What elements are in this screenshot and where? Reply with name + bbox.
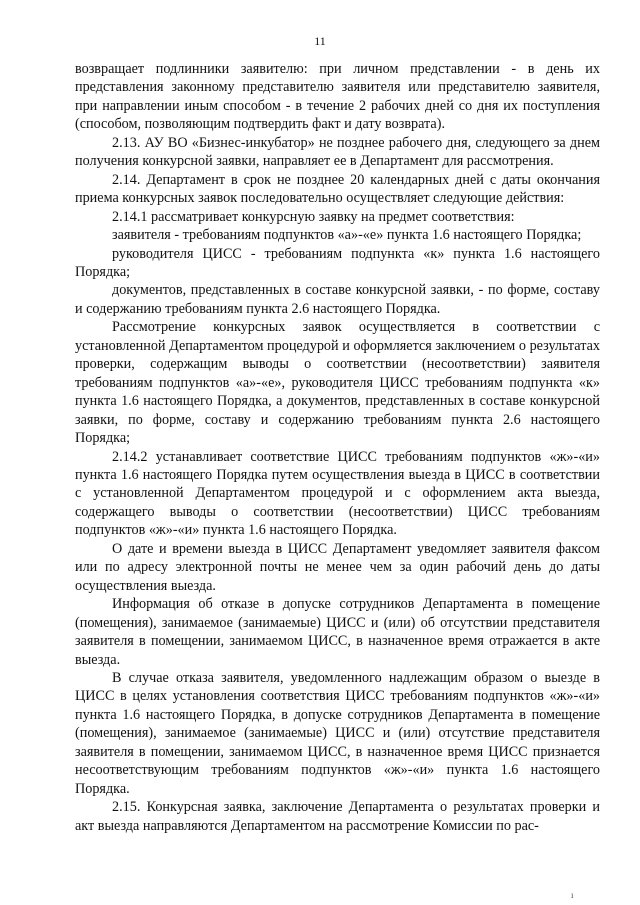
paragraph-visit-notice: О дате и времени выезда в ЦИСС Департамент уведомляет заявителя факсом или по адресу электронной почты не менее чем за один рабочий день до даты осуществления выезда.: [75, 540, 600, 594]
paragraph-refusal-info: Информация об отказе в допуске сотрудников Департамента в помещение (помещения), занимаемое (занимаемые) ЦИСС и (или) об отсутствии представителя заявителя в помещении, занимаемом ЦИСС, в назначенное время отражается в акте выезда.: [75, 596, 600, 668]
paragraph-2-13: 2.13. АУ ВО «Бизнес-инкубатор» не позднее рабочего дня, следующего за днем получения конкурсной заявки, направляет ее в Департамент для рассмотрения.: [75, 134, 600, 170]
paragraph-continuation: возвращает подлинники заявителю: при личном представлении - в день их представления законному представителю заявителя или представителю заявителя, при направлении иным способом - в течение 2 рабочих дней со дня их поступления (способом, позволяющим подтвердить факт и дату возврата).: [75, 61, 600, 133]
paragraph-2-14-2: 2.14.2 устанавливает соответствие ЦИСС требованиям подпунктов «ж»-«и» пункта 1.6 настоящего Порядка путем осуществления выезда в ЦИСС в соответствии с установленной Департаментом процедурой и с оформлением акта выезда, содержащего выводы о соответствии (несоответствии) ЦИСС требованиям подпунктов «ж»-«и» пункта 1.6 настоящего Порядка.: [75, 448, 600, 539]
paragraph-manager-requirements: руководителя ЦИСС - требованиям подпункта «к» пункта 1.6 настоящего Порядка;: [75, 245, 600, 280]
paragraph-2-14-1: 2.14.1 рассматривает конкурсную заявку на предмет соответствия:: [112, 208, 515, 225]
document-body: [75, 60, 600, 835]
scan-edge-mark: ı: [571, 890, 574, 900]
paragraph-documents-requirements: документов, представленных в составе конкурсной заявки, - по форме, составу и содержанию требованиям пункта 2.6 настоящего Порядка.: [75, 282, 600, 317]
paragraph-2-15: 2.15. Конкурсная заявка, заключение Департамента о результатах проверки и акт выезда направляются Департаментом на рассмотрение Комиссии по рас-: [75, 799, 600, 834]
paragraph-2-14: 2.14. Департамент в срок не позднее 20 календарных дней с даты окончания приема конкурсных заявок последовательно осуществляет следующие действия:: [75, 171, 600, 207]
paragraph-review-procedure: Рассмотрение конкурсных заявок осуществляется в соответствии с установленной Департаментом процедурой и оформляется заключением о результатах проверки, содержащим выводы о соответствии (несоответствии) заявителя требованиям подпунктов «а»-«е», руководителя ЦИСС требованиям подпункта «к» пункта 1.6 настоящего Порядка, а документов, представленных в составе конкурсной заявки, по форме, составу и содержанию требованиям пункта 2.6 настоящего Порядка;: [75, 319, 600, 447]
paragraph-applicant-requirements: заявителя - требованиям подпунктов «а»-«е» пункта 1.6 настоящего Порядка;: [112, 227, 582, 244]
paragraph-refusal-case: В случае отказа заявителя, уведомленного надлежащим образом о выезде в ЦИСС в целях установления соответствия ЦИСС требованиям подпунктов «ж»-«и» пункта 1.6 настоящего Порядка, в допуске сотрудников Департамента в помещение (помещения), занимаемое (занимаемые) ЦИСС и (или) отсутствие представителя заявителя в помещении, занимаемом ЦИСС, в назначенное время ЦИСС признается несоответствующим требованиям подпунктов «ж»-«и» пункта 1.6 настоящего Порядка.: [75, 669, 600, 797]
page-number: 11: [314, 34, 326, 48]
